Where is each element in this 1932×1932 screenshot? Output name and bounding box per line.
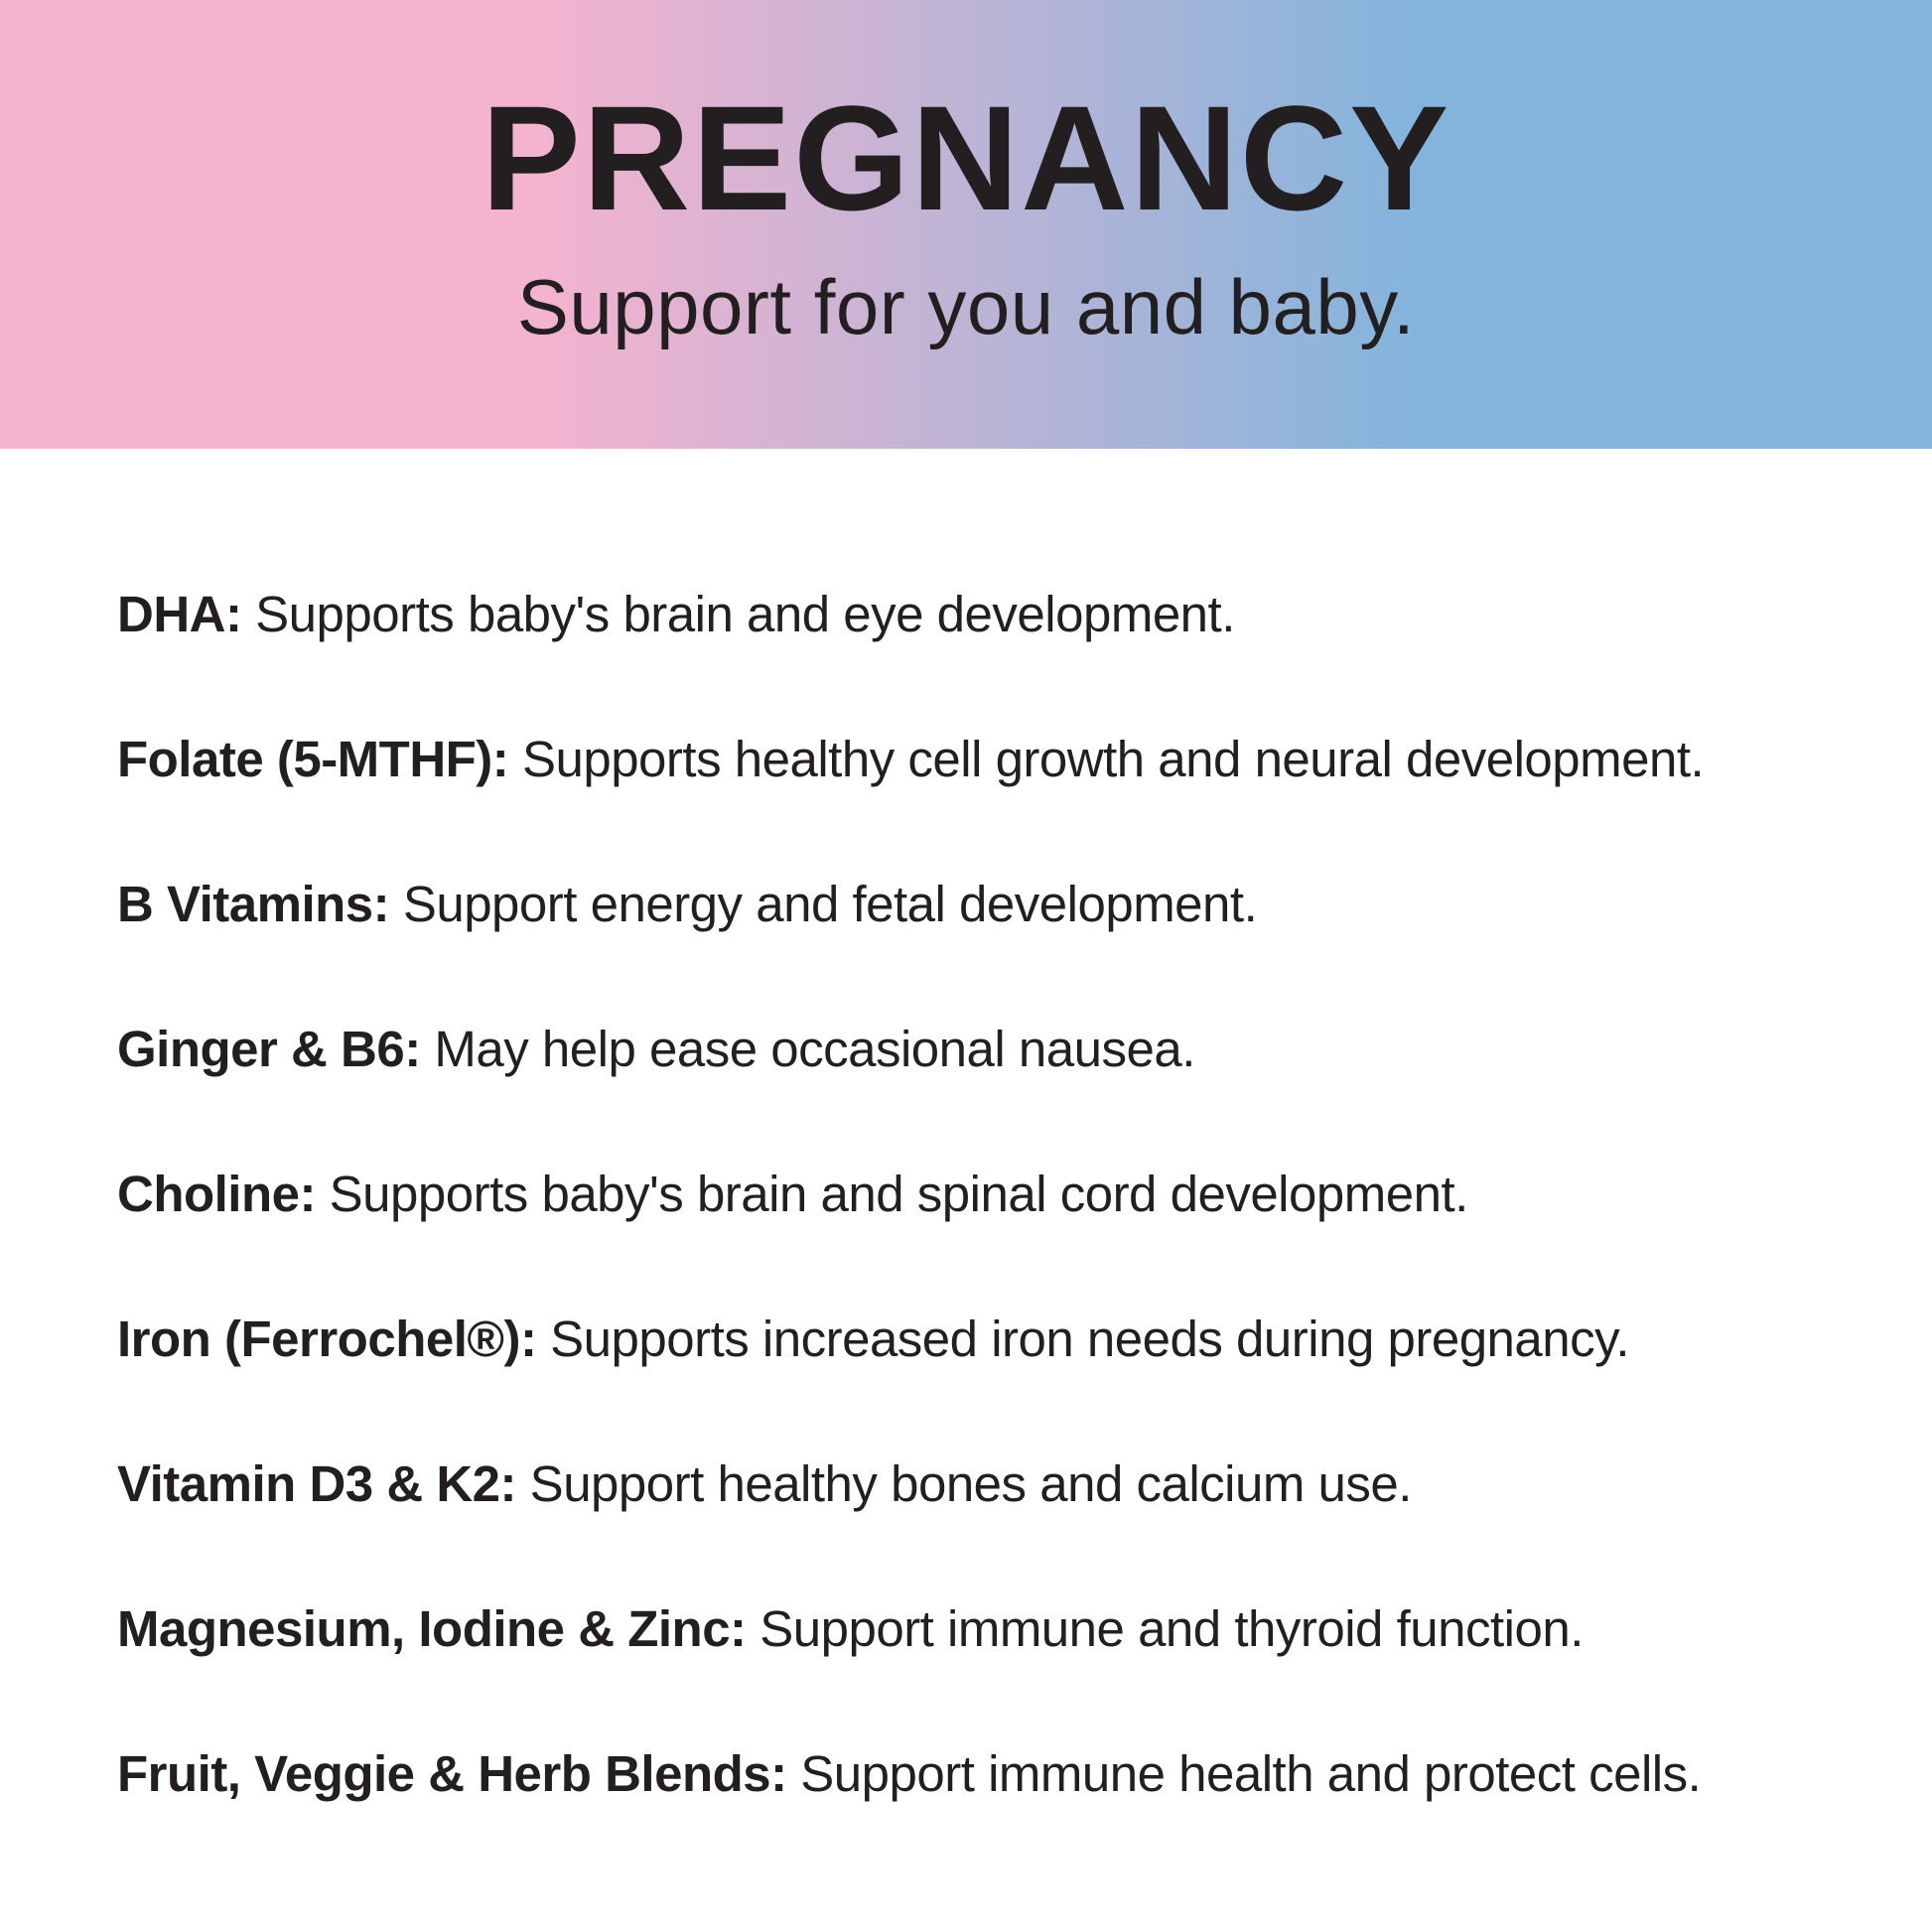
benefit-description: Support immune and thyroid function. [759, 1600, 1584, 1657]
benefit-description: Supports increased iron needs during pregnancy. [550, 1311, 1630, 1367]
benefit-label: Iron (Ferrochel®): [117, 1311, 537, 1367]
benefit-description: Support immune health and protect cells. [800, 1745, 1702, 1802]
benefit-description: Support energy and fetal development. [402, 876, 1258, 932]
benefit-label: Folate (5-MTHF): [117, 731, 509, 787]
benefit-description: Supports baby's brain and eye development. [255, 586, 1235, 642]
benefit-item-folate [117, 687, 1902, 832]
benefit-item-fruit-veggie-herb [117, 1702, 1902, 1847]
benefit-label: Ginger & B6: [117, 1021, 421, 1077]
benefit-label: Fruit, Veggie & Herb Blends: [117, 1745, 787, 1802]
benefit-description: Support healthy bones and calcium use. [529, 1455, 1412, 1512]
benefit-label: DHA: [117, 586, 242, 642]
benefit-description: May help ease occasional nausea. [434, 1021, 1195, 1077]
page-title: PREGNANCY [481, 74, 1451, 241]
benefit-label: Magnesium, Iodine & Zinc: [117, 1600, 747, 1657]
benefits-list [0, 449, 1932, 1847]
benefit-item-dha [117, 542, 1902, 687]
benefit-label: B Vitamins: [117, 876, 390, 932]
benefit-label: Choline: [117, 1166, 316, 1222]
page-subtitle: Support for you and baby. [516, 263, 1416, 350]
benefit-item-iron [117, 1267, 1902, 1412]
benefit-item-choline [117, 1122, 1902, 1267]
benefit-item-ginger-b6 [117, 977, 1902, 1122]
benefit-label: Vitamin D3 & K2: [117, 1455, 516, 1512]
header-banner [0, 0, 1932, 449]
benefit-item-vitamin-d3-k2 [117, 1412, 1902, 1557]
benefit-description: Supports healthy cell growth and neural development. [521, 731, 1705, 787]
benefit-description: Supports baby's brain and spinal cord development. [329, 1166, 1468, 1222]
benefit-item-magnesium-iodine-zinc [117, 1557, 1902, 1702]
benefit-item-b-vitamins [117, 832, 1902, 977]
